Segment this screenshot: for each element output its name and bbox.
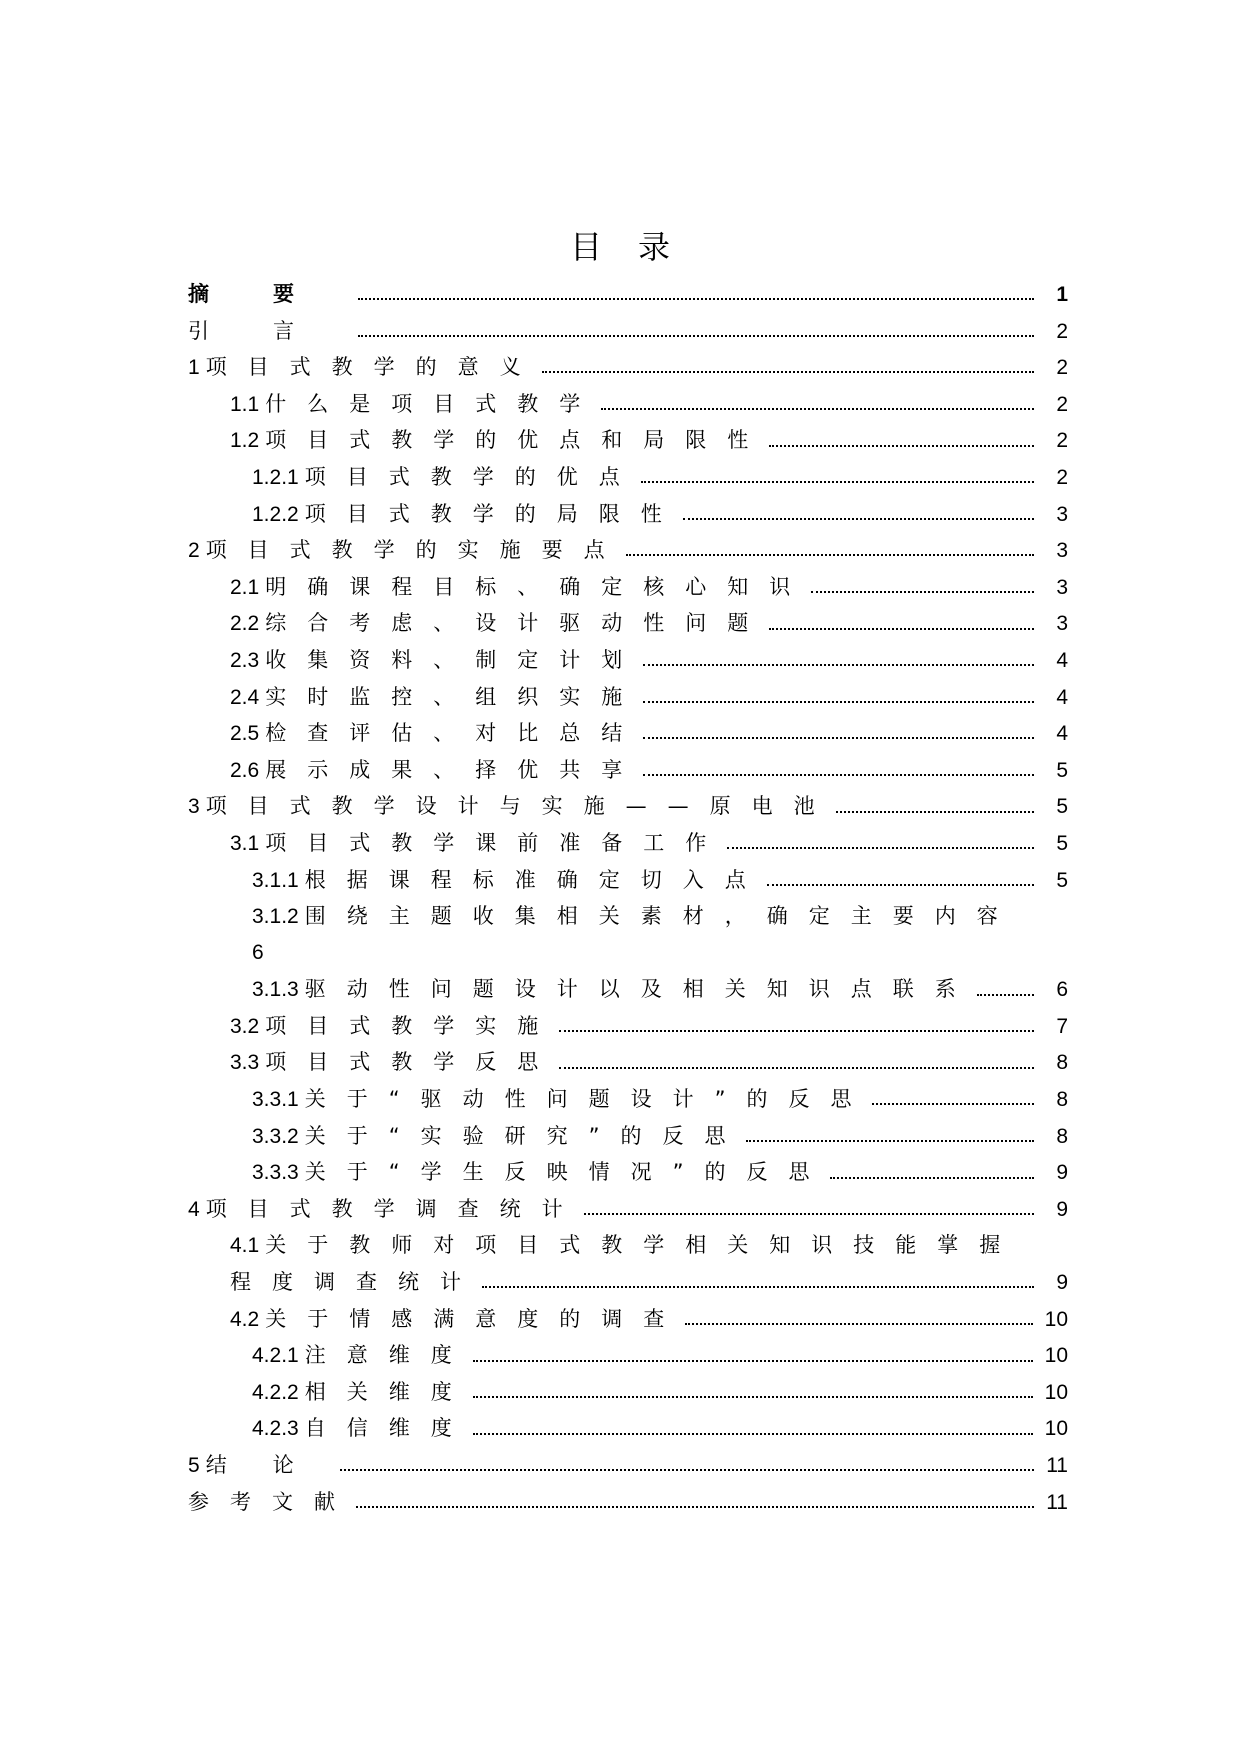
toc-entry[interactable] [188, 313, 1068, 350]
toc-entry[interactable] [188, 1191, 1068, 1228]
dot-leader [340, 1469, 1034, 1471]
toc-entry[interactable] [188, 422, 1068, 459]
entry-number: 3.1.3 [252, 978, 299, 1002]
entry-title: 项目式教学的局限性 [304, 501, 683, 526]
entry-number: 2.4 [230, 685, 260, 709]
entry-title: 引言 [188, 318, 358, 343]
entry-number: 3.1.1 [252, 868, 299, 892]
entry-page[interactable]: 11 [1046, 1490, 1068, 1514]
dot-leader [641, 481, 1034, 483]
entry-title: 结论 [205, 1453, 340, 1477]
toc-entry[interactable] [188, 788, 1068, 825]
entry-title: 自信维度 [304, 1416, 473, 1441]
toc-entry[interactable] [188, 898, 1068, 935]
dot-leader [358, 335, 1034, 337]
entry-page[interactable]: 4 [1056, 648, 1068, 672]
toc-entry[interactable] [188, 642, 1068, 679]
entry-page[interactable]: 3 [1056, 502, 1068, 526]
dot-leader [872, 1103, 1034, 1105]
entry-title: 驱动性问题设计以及相关知识点联系 [304, 977, 977, 1002]
toc-entry[interactable] [188, 862, 1068, 899]
entry-page[interactable]: 5 [1056, 868, 1068, 892]
dot-leader [643, 664, 1034, 666]
entry-number: 2.2 [230, 612, 260, 636]
toc-entry[interactable] [188, 1301, 1068, 1338]
entry-title-continued: 程度调查统计 [230, 1270, 482, 1295]
entry-page[interactable]: 8 [1056, 1124, 1068, 1148]
entry-number: 4 [188, 1197, 200, 1221]
entry-number: 4.2.1 [252, 1344, 299, 1368]
entry-page[interactable]: 6 [1056, 978, 1068, 1002]
dot-leader [643, 774, 1034, 776]
entry-number: 1.2.2 [252, 502, 299, 526]
entry-title: 关于“实验研究”的反思 [304, 1123, 747, 1148]
toc-entry[interactable] [188, 971, 1068, 1008]
toc-entry[interactable] [188, 1227, 1068, 1264]
entry-page[interactable]: 10 [1044, 1307, 1068, 1331]
entry-title: 检查评估、对比总结 [265, 721, 644, 746]
dot-leader [977, 994, 1034, 996]
dot-leader [584, 1213, 1034, 1215]
entry-title: 项目式教学设计与实施——原电池 [205, 794, 836, 819]
entry-page[interactable]: 8 [1056, 1051, 1068, 1075]
toc-entry[interactable] [188, 825, 1068, 862]
toc-entry-continuation[interactable] [188, 1264, 1068, 1301]
entry-title: 项目式教学的意义 [205, 355, 542, 380]
entry-title: 关于教师对项目式教学相关知识技能掌握 [265, 1233, 1022, 1258]
entry-page[interactable]: 10 [1044, 1417, 1068, 1441]
entry-number: 4.1 [230, 1234, 260, 1258]
dot-leader [559, 1030, 1034, 1032]
dot-leader [746, 1140, 1034, 1142]
toc-entry[interactable] [188, 1044, 1068, 1081]
dot-leader [767, 884, 1034, 886]
entry-page[interactable]: 10 [1044, 1380, 1068, 1404]
entry-number: 3.1.2 [252, 905, 299, 929]
dot-leader [601, 408, 1034, 410]
entry-title: 项目式教学的优点和局限性 [265, 428, 770, 453]
entry-number: 1.2.1 [252, 465, 299, 489]
entry-title: 项目式教学的优点 [304, 464, 641, 489]
toc-entry[interactable] [188, 276, 1068, 313]
entry-title: 关于“驱动性问题设计”的反思 [304, 1087, 873, 1112]
dot-leader [643, 737, 1034, 739]
entry-title: 相关维度 [304, 1379, 473, 1404]
dot-leader [830, 1177, 1034, 1179]
entry-page[interactable]: 2 [1056, 319, 1068, 343]
entry-page[interactable]: 4 [1056, 722, 1068, 746]
entry-number: 2 [188, 539, 200, 563]
entry-number: 4.2.3 [252, 1417, 299, 1441]
entry-title: 关于情感满意度的调查 [265, 1306, 686, 1331]
entry-number: 1.1 [230, 392, 260, 416]
entry-title: 实时监控、组织实施 [265, 684, 644, 709]
toc-entry[interactable] [188, 1447, 1068, 1484]
entry-number: 2.5 [230, 722, 260, 746]
dot-leader [727, 847, 1034, 849]
toc-entry[interactable] [188, 532, 1068, 569]
dot-leader [482, 1286, 1034, 1288]
entry-page[interactable]: 9 [1056, 1161, 1068, 1185]
entry-page[interactable]: 4 [1056, 685, 1068, 709]
entry-title: 项目式教学课前准备工作 [265, 830, 728, 855]
entry-number: 2.1 [230, 575, 260, 599]
toc-entry[interactable] [188, 752, 1068, 789]
entry-title: 根据课程标准确定切入点 [304, 867, 767, 892]
entry-title: 围绕主题收集相关素材，确定主要内容 [304, 904, 1019, 929]
entry-page[interactable]: 2 [1056, 392, 1068, 416]
toc-entry[interactable] [188, 459, 1068, 496]
entry-number: 3.3.3 [252, 1161, 299, 1185]
entry-title: 综合考虑、设计驱动性问题 [265, 611, 770, 636]
entry-number: 3.2 [230, 1014, 260, 1038]
toc-entry[interactable] [188, 496, 1068, 533]
entry-page[interactable]: 2 [1056, 356, 1068, 380]
entry-title: 项目式教学的实施要点 [205, 538, 626, 563]
entry-number: 4.2.2 [252, 1380, 299, 1404]
dot-leader [769, 628, 1034, 630]
dot-leader [836, 811, 1034, 813]
toc-entry[interactable] [188, 1337, 1068, 1374]
entry-page[interactable]: 11 [1046, 1454, 1068, 1477]
dot-leader [473, 1433, 1033, 1435]
toc-entry[interactable] [188, 1081, 1068, 1118]
dot-leader [811, 591, 1034, 593]
toc-entry[interactable] [188, 386, 1068, 423]
entry-number: 1.2 [230, 429, 260, 453]
entry-title: 注意维度 [304, 1343, 473, 1368]
toc-entry[interactable] [188, 1118, 1068, 1155]
entry-number: 3.1 [230, 831, 260, 855]
entry-number: 2.3 [230, 648, 260, 672]
entry-number: 3.3 [230, 1051, 260, 1075]
dot-leader [358, 298, 1034, 300]
toc-entry[interactable] [188, 679, 1068, 716]
dot-leader [626, 554, 1034, 556]
toc-entry[interactable] [188, 715, 1068, 752]
entry-page[interactable]: 3 [1056, 612, 1068, 636]
dot-leader [473, 1360, 1033, 1362]
entry-title: 展示成果、择优共享 [265, 757, 644, 782]
entry-number: 4.2 [230, 1307, 260, 1331]
table-of-contents [188, 276, 1068, 1520]
dot-leader [685, 1323, 1032, 1325]
page-title: 目录 [569, 228, 706, 266]
dot-leader [683, 518, 1034, 520]
entry-title: 关于“学生反映情况”的反思 [304, 1160, 831, 1185]
toc-entry[interactable] [188, 569, 1068, 606]
entry-page[interactable]: 5 [1056, 758, 1068, 782]
entry-page[interactable]: 3 [1056, 575, 1068, 599]
entry-number: 5 [188, 1454, 200, 1477]
entry-page[interactable]: 2 [1056, 429, 1068, 453]
entry-page[interactable]: 10 [1044, 1344, 1068, 1368]
entry-page[interactable]: 2 [1056, 465, 1068, 489]
dot-leader [769, 445, 1034, 447]
entry-number: 3.3.2 [252, 1124, 299, 1148]
toc-entry[interactable] [188, 1410, 1068, 1447]
dot-leader [559, 1067, 1034, 1069]
entry-page[interactable]: 5 [1056, 831, 1068, 855]
toc-entry[interactable] [188, 1374, 1068, 1411]
entry-title: 收集资料、制定计划 [265, 647, 644, 672]
dot-leader [643, 701, 1034, 703]
entry-title: 什么是项目式教学 [265, 391, 602, 416]
entry-number: 1 [188, 356, 200, 380]
entry-title: 摘要 [188, 282, 358, 306]
toc-entry[interactable] [188, 349, 1068, 386]
entry-page[interactable]: 3 [1056, 539, 1068, 563]
entry-page[interactable]: 8 [1056, 1088, 1068, 1112]
dot-leader [473, 1396, 1033, 1398]
entry-title: 参考文献 [188, 1489, 356, 1514]
entry-title: 明确课程目标、确定核心知识 [265, 574, 812, 599]
toc-entry[interactable] [188, 1484, 1068, 1521]
entry-page[interactable]: 5 [1056, 795, 1068, 819]
toc-entry[interactable] [188, 1154, 1068, 1191]
entry-page[interactable]: 9 [1056, 1197, 1068, 1221]
dot-leader [542, 371, 1034, 373]
dot-leader [356, 1506, 1034, 1508]
entry-title: 项目式教学调查统计 [205, 1196, 584, 1221]
entry-number: 2.6 [230, 758, 260, 782]
entry-page[interactable]: 9 [1056, 1271, 1068, 1295]
entry-title: 项目式教学实施 [265, 1013, 560, 1038]
toc-entry[interactable] [188, 1008, 1068, 1045]
toc-entry-continuation[interactable] [188, 935, 1068, 972]
entry-number: 3 [188, 795, 200, 819]
entry-title: 项目式教学反思 [265, 1050, 560, 1075]
entry-page[interactable]: 6 [252, 940, 264, 964]
entry-number: 3.3.1 [252, 1088, 299, 1112]
toc-entry[interactable] [188, 605, 1068, 642]
entry-page[interactable]: 7 [1056, 1014, 1068, 1038]
entry-page[interactable]: 1 [1056, 283, 1068, 306]
